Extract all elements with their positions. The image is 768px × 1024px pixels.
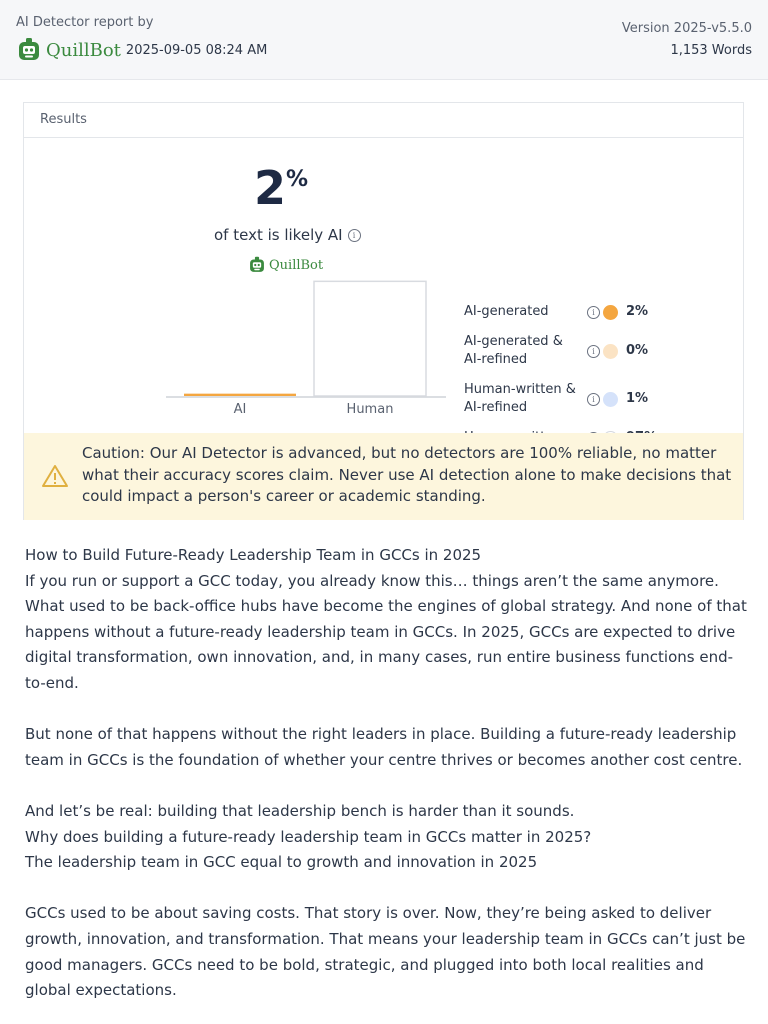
caution-text: Caution: Our AI Detector is advanced, but no detectors are 100% reliable, no matter what their accuracy scores claim. Never use AI detection alone to make decisions that could impact a person's career or academic standing. — [82, 444, 732, 505]
article-title: How to Build Future-Ready Leadership Team in GCCs in 2025 — [25, 546, 482, 564]
report-header — [0, 0, 768, 80]
bar-ai — [184, 394, 296, 396]
results-card — [23, 102, 744, 520]
ai-score-caption-text: of text is likely AI — [214, 226, 343, 244]
legend-label: AI-generated — [464, 304, 549, 319]
analyzed-text — [25, 543, 747, 1004]
version-label: Version 2025-v5.5.0 — [621, 21, 752, 36]
legend-value: 0% — [626, 343, 649, 358]
article-heading: Why does building a future-ready leadership team in GCCs matter in 2025? — [25, 827, 592, 846]
ai-score-percent-sign: % — [286, 167, 309, 192]
chart-brand-name: QuillBot — [269, 257, 324, 273]
ai-human-bar-chart — [124, 263, 464, 423]
x-tick-label: AI — [233, 402, 247, 417]
brand — [16, 38, 267, 62]
info-icon[interactable]: i — [348, 229, 361, 242]
legend-label: Human-written & AI-refined — [464, 382, 576, 415]
info-icon[interactable]: i — [587, 393, 600, 406]
legend-swatch — [603, 392, 618, 407]
info-icon[interactable]: i — [587, 306, 600, 319]
quillbot-logo-icon — [16, 37, 42, 63]
article-paragraph: But none of that happens without the right leaders in place. Building a future-ready leadership team in GCCs is the foundation of whether your centre thrives or becomes another cost centre. — [25, 725, 743, 769]
report-datetime: 2025-09-05 08:24 AM — [125, 42, 268, 58]
legend-swatch — [603, 344, 618, 359]
legend-value: 2% — [626, 304, 649, 319]
caution-banner — [24, 433, 743, 520]
ai-score-caption — [214, 226, 361, 244]
article-paragraph: If you run or support a GCC today, you already know this… things aren’t the same anymore. What used to be back-office hubs have become the engines of global strategy. And none of that happens without a future-ready leadership team in GCCs. In 2025, GCCs are expected to drive digital transformation, own innovation, and, in many cases, run entire business functions end-to-end. — [25, 571, 747, 692]
article-heading: The leadership team in GCC equal to growth and innovation in 2025 — [25, 853, 538, 872]
bar-human — [314, 281, 426, 396]
legend-value: 1% — [626, 391, 649, 406]
word-count: 1,153 Words — [670, 43, 752, 58]
legend-swatch — [603, 305, 618, 320]
article-paragraph: GCCs used to be about saving costs. That story is over. Now, they’re being asked to deliver growth, innovation, and transformation. That means your leadership team in GCCs can’t just be good managers. GCCs need to be bold, strategic, and plugged into both local realities and global expectations. — [25, 904, 746, 1000]
results-divider — [24, 137, 743, 138]
report-label: AI Detector report by — [16, 15, 154, 30]
info-icon[interactable]: i — [587, 345, 600, 358]
legend-label: AI-generated & AI-refined — [464, 334, 563, 367]
results-title: Results — [40, 112, 87, 127]
ai-score-value: 2 — [254, 161, 287, 215]
x-tick-label: Human — [346, 402, 394, 417]
warning-icon — [41, 464, 69, 488]
article-paragraph: And let’s be real: building that leadership bench is harder than it sounds. — [25, 801, 575, 820]
brand-name: QuillBot — [46, 39, 121, 61]
